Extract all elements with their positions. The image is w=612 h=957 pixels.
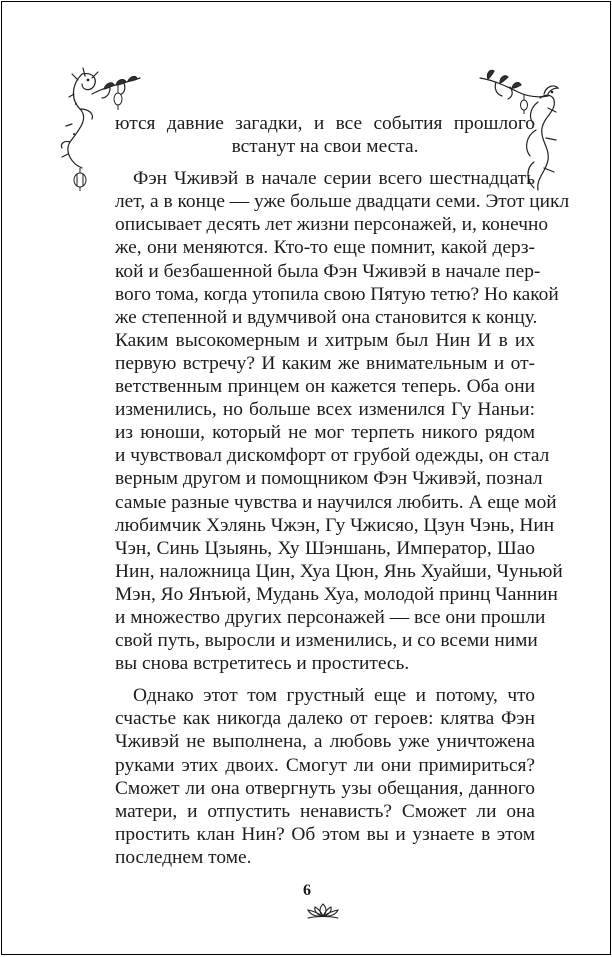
text-line: из юноши, который не мог терпеть никого рядом	[115, 422, 535, 444]
text-line: Нин, наложница Цин, Хуа Цюн, Янь Хуайши, Чуньюй	[115, 560, 563, 582]
page-number: 6	[303, 882, 311, 899]
text-line: последнем томе.	[115, 846, 252, 868]
text-line: же степенной и вдумчивой она становится к концу.	[115, 306, 538, 328]
text-line: Фэн Чживэй в начале серии всего шестнадцать	[133, 168, 535, 190]
text-line: встанут на свои места.	[231, 136, 419, 158]
text-line: и множество других персонажей — все они прошли	[115, 606, 546, 628]
text-line: первую встречу? И каким же внимательным и от-	[115, 352, 535, 374]
text-line: Каким высокомерным и хитрым был Нин И в их	[115, 329, 535, 351]
text-line: кой и безбашенной была Фэн Чживэй в начале пер-	[115, 260, 541, 282]
text-line: простить клан Нин? Об этом вы и узнаете в этом	[115, 823, 535, 845]
text-line: вого тома, когда утопила свою Пятую тетю? Но какой	[115, 283, 559, 305]
paragraph-gap	[115, 675, 535, 684]
text-line: ются давние загадки, и все события прошлого	[115, 113, 535, 134]
text-line: изменились, но больше всех изменился Гу Наньи:	[115, 399, 535, 421]
paragraph-gap	[115, 158, 535, 167]
text-line: матери, и отпустить ненависть? Сможет ли она	[115, 800, 535, 822]
text-line: и чувствовал дискомфорт от грубой одежды, он стал	[115, 445, 550, 467]
text-line: руками этих двоих. Смогут ли они примириться?	[115, 754, 535, 776]
text-line: свой путь, выросли и изменились, и со всеми ними	[115, 630, 538, 652]
text-line: описывает десять лет жизни персонажей, и, конечно	[115, 214, 549, 236]
body-text	[115, 112, 570, 869]
text-line: Сможет ли она отвергнуть узы обещания, данного	[115, 777, 535, 799]
book-page	[1, 1, 611, 955]
text-line: Однако этот том грустный еще и потому, что	[133, 685, 535, 707]
text-line: самые разные чувства и научился любить. А еще мой	[115, 491, 557, 513]
lotus-icon	[304, 902, 342, 920]
text-line: Чэн, Синь Цзыянь, Ху Шэншань, Император, Шао	[115, 537, 535, 559]
text-line: Чживэй не выполнена, а любовь уже уничтожена	[115, 731, 535, 753]
text-line: вы снова встретитесь и проститесь.	[115, 653, 410, 675]
text-line: верным другом и помощником Фэн Чживэй, познал	[115, 468, 543, 490]
text-line: Мэн, Яо Янъюй, Мудань Хуа, молодой принц Чаннин	[115, 583, 558, 605]
text-line: же, они меняются. Кто-то еще помнит, какой дерз-	[115, 237, 535, 259]
text-line: ветственным принцем он кажется теперь. Оба они	[115, 376, 535, 398]
text-line: лет, а в конце — уже больше двадцати семи. Этот цикл	[115, 191, 570, 213]
text-line: счастье как никогда далеко от героев: клятва Фэн	[115, 708, 535, 730]
text-line: любимчик Хэлянь Чжэн, Гу Чжисяо, Цзун Чэнь, Нин	[115, 514, 555, 536]
